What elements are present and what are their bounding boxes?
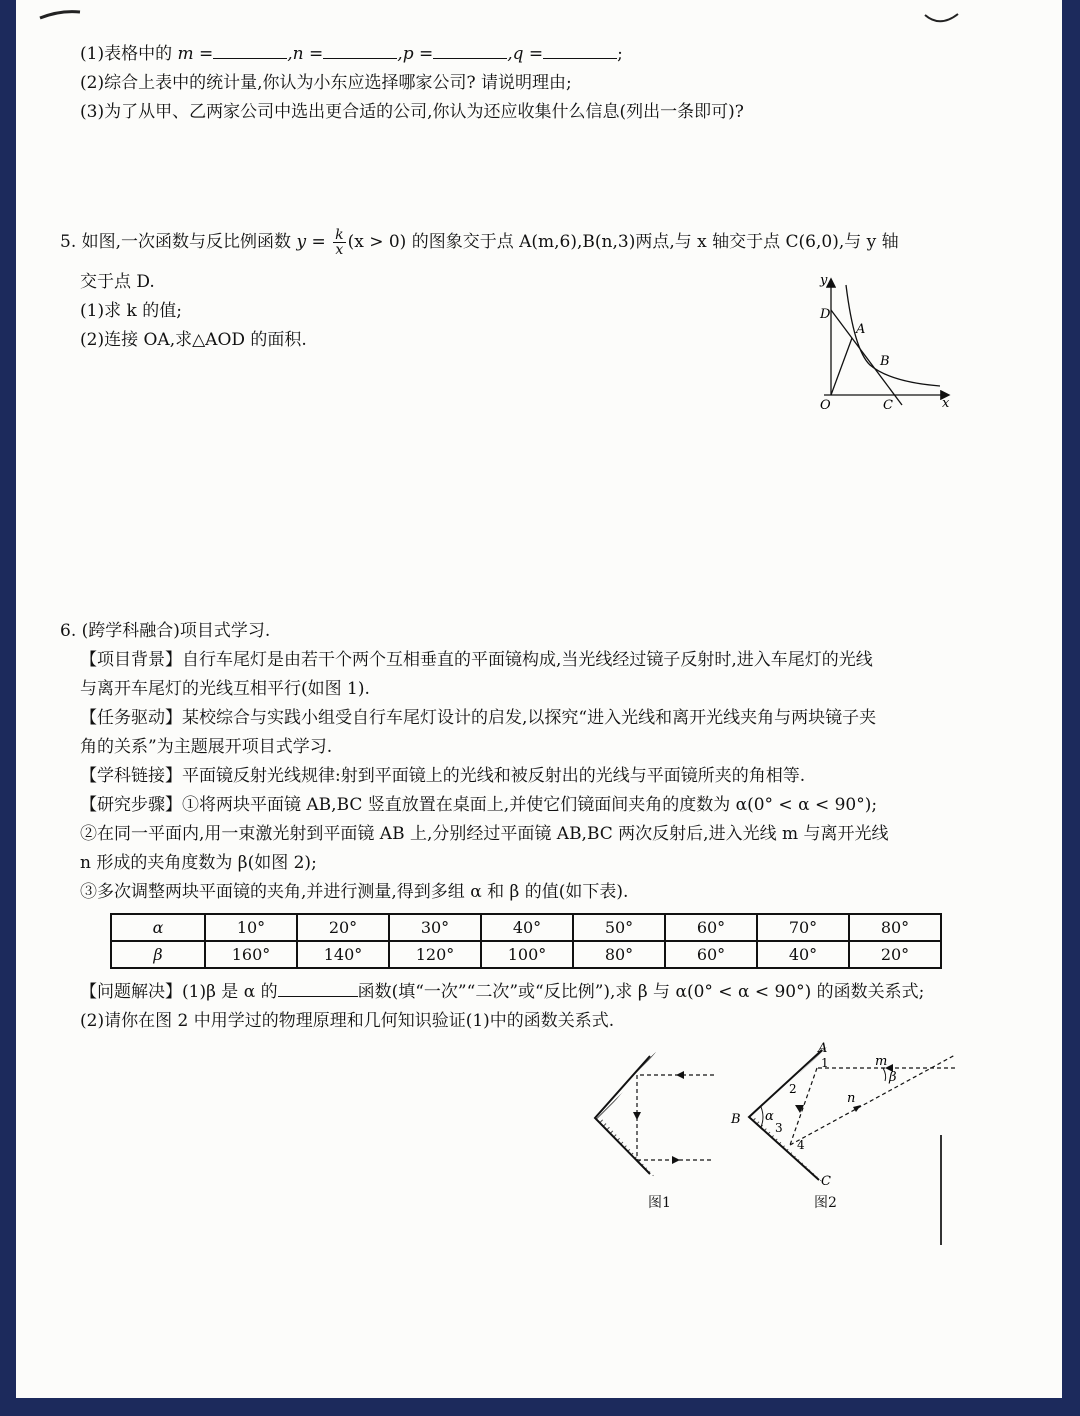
label-d: D [820,307,831,322]
top-decoration [0,0,1080,30]
q5-intro: 5. 如图,一次函数与反比例函数 y = $\frac{k}{x}$ (x > 0) 的图象交于点 A(m,6),B(n,3)两点,与 x 轴交于点 C(6,0),与 y 轴 [60,227,899,258]
table-cell: 70° [757,914,849,941]
blank-m[interactable] [213,42,287,59]
q5-part1: (1)求 k 的值; [80,301,182,321]
q5-function-graph [810,270,960,420]
mirror-hatching-top [749,1047,827,1117]
angle-label-4: 4 [797,1138,805,1152]
table-cell: 20° [849,941,941,968]
arrow-icon [672,1156,680,1164]
alpha-beta-table [110,913,942,969]
label-a: A [818,1041,828,1056]
q6-title: 6. (跨学科融合)项目式学习. [60,621,271,641]
angle-label-3: 3 [775,1121,783,1135]
segment-oa [831,338,852,395]
beta-arc [883,1068,886,1081]
q6-step-1: 【研究步骤】①将两块平面镜 AB,BC 竖直放置在桌面上,并使它们镜面间夹角的度数为 α(0° < α < 90°); [80,795,878,815]
table-cell: 60° [665,941,757,968]
mirror-hatching-top [595,1052,656,1118]
q6-task-1: 【任务驱动】某校综合与实践小组受自行车尾灯设计的启发,以探究“进入光线和离开光线夹角与两块镜子夹 [80,708,877,728]
table-cell: 160° [205,941,297,968]
arrow-icon [676,1071,684,1079]
q6-background-1: 【项目背景】自行车尾灯是由若干个两个互相垂直的平面镜构成,当光线经过镜子反射时,进入车尾灯的光线 [80,650,873,670]
figure-2-caption: 图2 [814,1195,837,1211]
table-row-beta [111,941,941,968]
table-header-beta: β [111,941,205,968]
arrow-icon [633,1112,641,1120]
table-cell: 60° [665,914,757,941]
table-row-alpha [111,914,941,941]
table-cell: 80° [573,941,665,968]
figure-2-mirror-diagram [725,1035,965,1195]
q5-part2: (2)连接 OA,求△AOD 的面积. [80,330,307,350]
table-cell: 100° [481,941,573,968]
mirror-hatching-bottom [749,1117,824,1183]
table-cell: 10° [205,914,297,941]
q4-part1: (1)表格中的 m = ,n = ,p = ,q = ; [80,44,623,64]
fraction-k-over-x: $\frac{k}{x}$ [335,227,344,258]
label-o: O [820,398,831,413]
q6-solve-1: 【问题解决】(1)β 是 α 的 函数(填“一次”“二次”或“反比例”),求 β 与 α(0° < α < 90°) 的函数关系式; [80,982,925,1002]
label-n: n [847,1091,856,1106]
q6-solve-2: (2)请你在图 2 中用学过的物理原理和几何知识验证(1)中的函数关系式. [80,1011,615,1031]
table-cell: 120° [389,941,481,968]
label-c: C [883,398,893,413]
table-cell: 40° [757,941,849,968]
blank-n[interactable] [323,42,397,59]
label-a: A [856,322,866,337]
angle-label-2: 2 [789,1082,797,1096]
mirror-hatching-bottom [595,1118,656,1178]
q6-step-2a: ②在同一平面内,用一束激光射到平面镜 AB 上,分别经过平面镜 AB,BC 两次反射后,进入光线 m 与离开光线 [80,824,889,844]
table-cell: 50° [573,914,665,941]
q6-step-2b: n 形成的夹角度数为 β(如图 2); [80,853,317,873]
label-b: B [880,354,890,369]
linear-function-line [831,310,902,405]
label-alpha: α [765,1109,774,1124]
figure-1-mirror-diagram [580,1050,730,1180]
q6-step-3: ③多次调整两块平面镜的夹角,并进行测量,得到多组 α 和 β 的值(如下表). [80,882,629,902]
blank-p[interactable] [433,42,507,59]
q4-part2: (2)综合上表中的统计量,你认为小东应选择哪家公司? 请说明理由; [80,73,572,93]
q5-intro-cont: 交于点 D. [80,272,155,292]
q6-task-2: 角的关系”为主题展开项目式学习. [80,737,333,757]
q6-background-2: 与离开车尾灯的光线互相平行(如图 1). [80,679,370,699]
internal-ray [790,1068,817,1145]
blank-q[interactable] [543,42,617,59]
figure-1-caption: 图1 [648,1195,671,1211]
blank-function-type[interactable] [278,980,358,997]
label-x: x [942,396,950,411]
label-c: C [821,1174,831,1189]
label-y: y [820,273,828,288]
label-b: B [731,1112,741,1127]
label-m: m [875,1054,888,1069]
mirror-pair [749,1050,822,1180]
arrow-icon [853,1105,861,1112]
table-cell: 30° [389,914,481,941]
angle-label-1: 1 [821,1056,829,1070]
q4-part3: (3)为了从甲、乙两家公司中选出更合适的公司,你认为还应收集什么信息(列出一条即可)? [80,102,744,122]
table-header-alpha: α [111,914,205,941]
table-cell: 80° [849,914,941,941]
table-cell: 20° [297,914,389,941]
table-cell: 40° [481,914,573,941]
q6-subject-link: 【学科链接】平面镜反射光线规律:射到平面镜上的光线和被反射出的光线与平面镜所夹的角相等. [80,766,806,786]
label-beta: β [889,1070,897,1085]
table-cell: 140° [297,941,389,968]
scan-mark [940,1135,942,1245]
